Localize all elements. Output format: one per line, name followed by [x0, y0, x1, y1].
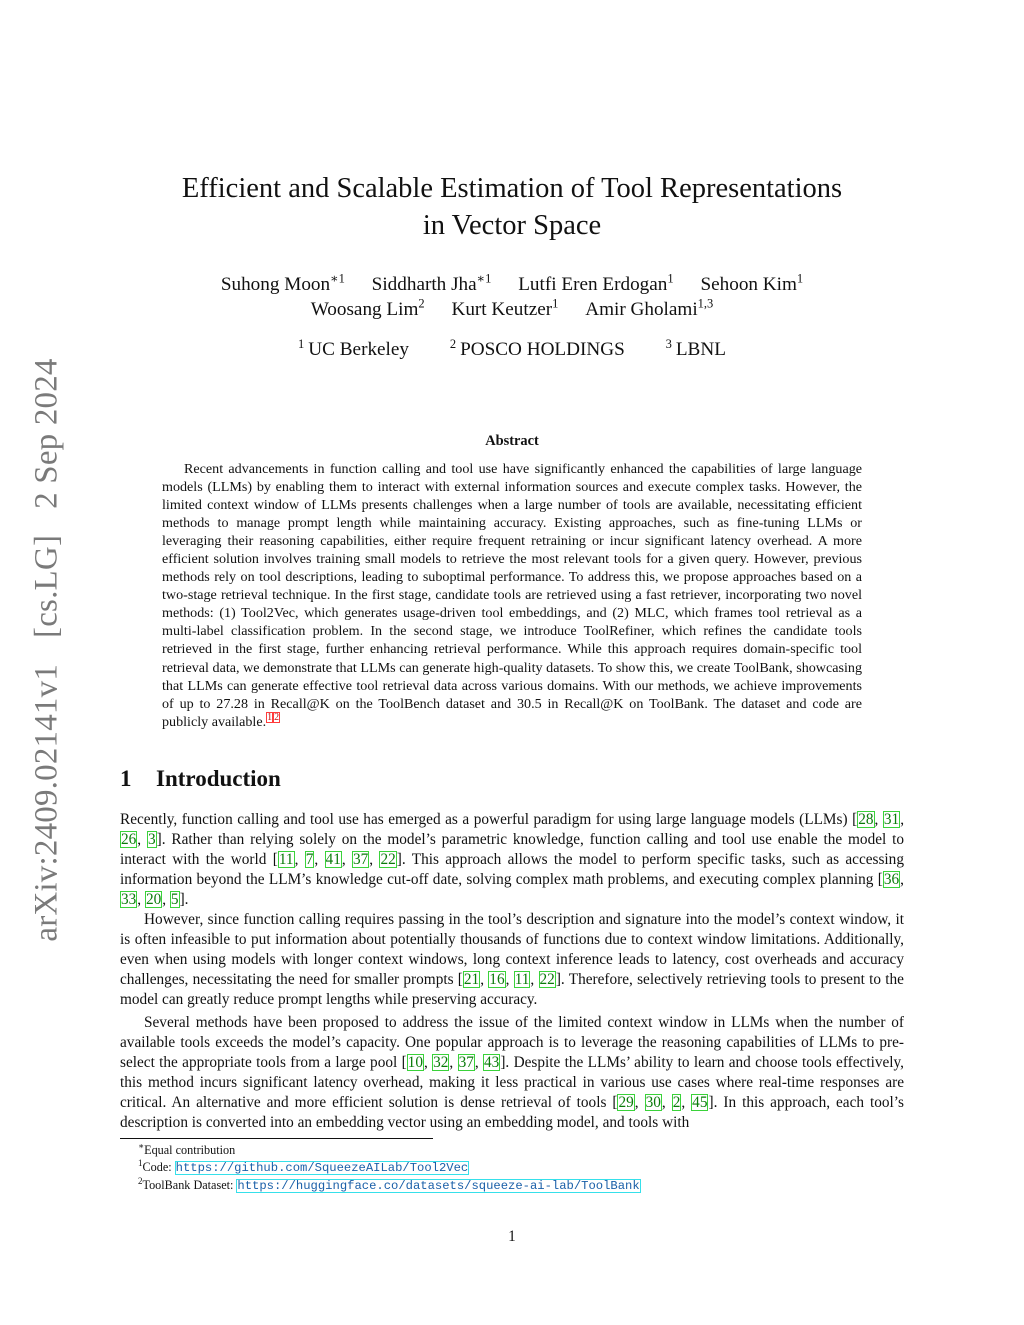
affiliation-name: UC Berkeley	[308, 339, 410, 360]
citation-link[interactable]: 36	[883, 871, 900, 888]
citation-link[interactable]: 11	[514, 971, 530, 988]
citation-link[interactable]: 32	[433, 1054, 449, 1071]
footnote-text: Code:	[142, 1160, 175, 1174]
author	[518, 272, 673, 297]
citation-link[interactable]: 3	[147, 831, 156, 848]
paragraph-text: However, since function calling requires passing in the tool’s description and signature into the model’s context window, it is often infeasible to put information about potentially thousands of functions due to context window limitations. Additionally, even when using models with longer context windows, long context inference leads to latency, cost overheads and accuracy challenges, necessitating the need for smaller prompts [	[120, 911, 904, 988]
citation-link[interactable]: 26	[121, 831, 137, 848]
author	[311, 297, 425, 322]
citation-link[interactable]: 16	[489, 971, 505, 988]
intro-body	[120, 810, 904, 1133]
paragraph-text: ]. Therefore, selectively retrieving tools to present to the model can greatly reduce prompt lengths while preserving accuracy.	[120, 971, 904, 1008]
footnotes	[138, 1142, 918, 1195]
paragraph-text: Several methods have been proposed to address the issue of the limited context window in LLMs when the number of available tools exceeds the model’s capacity. One popular approach is to leverage the reasoning capabilities of LLMs to pre-select the appropriate tools from a large pool [	[120, 1014, 904, 1071]
section-number: 1	[120, 766, 132, 791]
author-list	[0, 272, 1024, 322]
author-affil-mark: ∗1	[476, 271, 492, 286]
citation-link[interactable]: 37	[353, 851, 369, 868]
footnote-mark: ∗	[138, 1140, 145, 1151]
footnote-mark: 2	[138, 1175, 143, 1186]
paragraph-text: ]. This approach allows the model to perform specific tasks, such as accessing information beyond the LLM’s knowledge cut-off date, solving complex math problems, and executing complex planning [	[120, 851, 904, 888]
footnote-mark: 1	[138, 1157, 143, 1168]
affiliation-mark: 3	[665, 336, 672, 351]
affiliation	[298, 337, 409, 362]
footnote	[138, 1177, 918, 1195]
affiliation-list	[0, 337, 1024, 362]
citation-link[interactable]: 20	[145, 891, 162, 908]
paragraph: Recently, function calling and tool use has emerged as a powerful paradigm for using large language models (LLMs) [28, 31, 26, 3]. Rather than relying solely on the model’s parametric knowledge, function calling and tool use enable the model to interact with the world [11, 7, 41, 37, 22]. This approach allows the model to perform specific tasks, such as accessing information beyond the LLM’s knowledge cut-off date, solving complex math problems, and executing complex planning [36, 33, 20, 5].	[120, 811, 905, 908]
author-affil-mark: ∗1	[330, 271, 345, 286]
author	[372, 272, 492, 297]
abstract-text: Recent advancements in function calling and tool use have significantly enhanced the capabilities of large language models (LLMs) by enabling them to interact with external information sources and execute complex tasks. However, the limited context window of LLMs presents challenges when a large number of tools are available, necessitating efficient methods to manage prompt length while maintaining accuracy. Existing approaches, such as fine-tuning LLMs or leveraging their reasoning capabilities, either require frequent retraining or incur significant latency overhead. A more efficient solution involves training small models to retrieve the most relevant tools for a given query. However, previous methods rely on tool descriptions, leading to suboptimal performance. To address this, we propose approaches based on a two-stage retrieval technique. In the first stage, candidate tools are retrieved using a fast retriever, incorporating two novel methods: (1) Tool2Vec, which generates usage-driven tool embeddings, and (2) MLC, which frames tool retrieval as a multi-label classification problem. In the second stage, we introduce ToolRefiner, which refines the candidate tools retrieved in the first stage, further enhancing retrieval performance. While this approach requires domain-specific tool retrieval data, we demonstrate that LLMs can generate high-quality datasets. To show this, we create ToolBank, showcasing that LLMs can generate effective tool retrieval data across various domains. With our methods, we achieve improvements of up to 27.28 in Recall@K on the ToolBench dataset and 30.5 in Recall@K on ToolBank. The dataset and code are publicly available.	[162, 461, 862, 730]
author-name: Kurt Keutzer	[451, 299, 553, 320]
footnote-rule	[120, 1138, 433, 1139]
author-name: Amir Gholami	[585, 299, 698, 320]
paper-title	[0, 170, 1024, 244]
footnote-link[interactable]: 1	[267, 711, 273, 723]
citation-link[interactable]: 30	[645, 1094, 661, 1111]
code-url-link[interactable]: https://github.com/SqueezeAILab/Tool2Vec	[175, 1161, 469, 1175]
footnote-link[interactable]: 2	[274, 711, 280, 723]
abstract-heading: Abstract	[485, 433, 539, 449]
footnote	[138, 1159, 918, 1177]
footnote	[138, 1142, 918, 1159]
citation-link[interactable]: 37	[458, 1054, 474, 1071]
author-affil-mark: 2	[418, 296, 425, 311]
arxiv-category: [cs.LG]	[28, 534, 65, 638]
affiliation-mark: 1	[298, 336, 305, 351]
citation-link[interactable]: 43	[484, 1054, 500, 1071]
abstract-body	[162, 460, 862, 731]
arxiv-date: 2 Sep 2024	[28, 358, 65, 509]
citation-link[interactable]: 22	[380, 851, 396, 868]
citation-link[interactable]: 45	[692, 1094, 708, 1111]
citation-link[interactable]: 7	[305, 851, 314, 868]
citation-link[interactable]: 29	[618, 1094, 634, 1111]
citation-link[interactable]: 11	[278, 851, 294, 868]
paragraph-text: ]. Despite the LLMs’ ability to learn and choose tools effectively, this method incurs significant latency overhead, making it less practical in various use cases where real-time responses are critical. An alternative and more efficient solution is dense retrieval of tools [	[120, 1054, 904, 1111]
author-affil-mark: 1	[667, 271, 674, 286]
citation-link[interactable]: 41	[325, 851, 341, 868]
arxiv-id: arXiv:2409.02141v1	[28, 663, 65, 942]
citation-link[interactable]: 22	[539, 971, 555, 988]
citation-link[interactable]: 5	[170, 891, 179, 908]
citation-link[interactable]: 33	[121, 891, 137, 908]
author	[585, 297, 713, 322]
affiliation-mark: 2	[449, 336, 457, 351]
author	[451, 297, 558, 322]
citation-link[interactable]: 28	[858, 811, 874, 828]
author-name: Siddharth Jha	[371, 274, 477, 295]
paragraph-text: Recently, function calling and tool use has emerged as a powerful paradigm for using large language models (LLMs) [	[120, 811, 858, 828]
author-name: Lutfi Eren Erdogan	[518, 274, 668, 295]
author	[700, 272, 803, 297]
footnote-text: Equal contribution	[144, 1143, 236, 1157]
section-title: Introduction	[156, 766, 281, 791]
title-line-2: in Vector Space	[422, 210, 602, 241]
citation-link[interactable]: 10	[407, 1054, 423, 1071]
author-row-1	[0, 272, 1024, 297]
citation-link[interactable]: 21	[463, 971, 480, 988]
citation-link[interactable]: 2	[672, 1094, 681, 1111]
author-name: Sehoon Kim	[700, 274, 797, 295]
author-affil-mark: 1,3	[697, 296, 714, 311]
paragraph: However, since function calling requires passing in the tool’s description and signature into the model’s context window, it is often infeasible to put information about potentially thousands of functions due to context window limitations. Additionally, even when using models with longer context windows, long context inference leads to latency, cost overheads and accuracy challenges, necessitating the need for smaller prompts [21, 16, 11, 22]. Therefore, selectively retrieving tools to present to the model can greatly reduce prompt lengths while preserving accuracy.	[120, 911, 904, 1008]
paragraph: Several methods have been proposed to address the issue of the limited context window in LLMs when the number of available tools exceeds the model’s capacity. One popular approach is to leverage the reasoning capabilities of LLMs to pre-select the appropriate tools from a large pool [10, 32, 37, 43]. Despite the LLMs’ ability to learn and choose tools effectively, this method incurs significant latency overhead, making it less practical in various use cases where real-time responses are critical. An alternative and more efficient solution is dense retrieval of tools [29, 30, 2, 45]. In this approach, each tool’s description is converted into an embedding vector using an embedding model, and tools with	[120, 1014, 905, 1131]
citation-link[interactable]: 31	[883, 811, 900, 828]
author-name: Woosang Lim	[310, 299, 419, 320]
page-number: 1	[508, 1228, 516, 1245]
paragraph-text: ].	[179, 891, 189, 908]
author-name: Suhong Moon	[220, 274, 331, 295]
author-affil-mark: 1	[552, 296, 559, 311]
affiliation	[666, 337, 726, 362]
section-heading	[120, 766, 281, 792]
title-line-1: Efficient and Scalable Estimation of Tool Representations	[181, 173, 843, 204]
paragraph-text: ]. Rather than relying solely on the model’s parametric knowledge, function calling and tool use enable the model to interact with the world [	[120, 831, 904, 868]
author	[221, 272, 345, 297]
affiliation	[450, 337, 625, 362]
author-row-2	[0, 297, 1024, 322]
author-affil-mark: 1	[796, 271, 804, 286]
affiliation-name: POSCO HOLDINGS	[460, 339, 625, 360]
dataset-url-link[interactable]: https://huggingface.co/datasets/squeeze-ai-lab/ToolBank	[237, 1179, 640, 1193]
affiliation-name: LBNL	[675, 339, 726, 360]
footnote-text: ToolBank Dataset:	[142, 1178, 237, 1192]
paragraph-text: ]. In this approach, each tool’s description is converted into an embedding vector using an embedding model, and tools with	[120, 1094, 905, 1131]
